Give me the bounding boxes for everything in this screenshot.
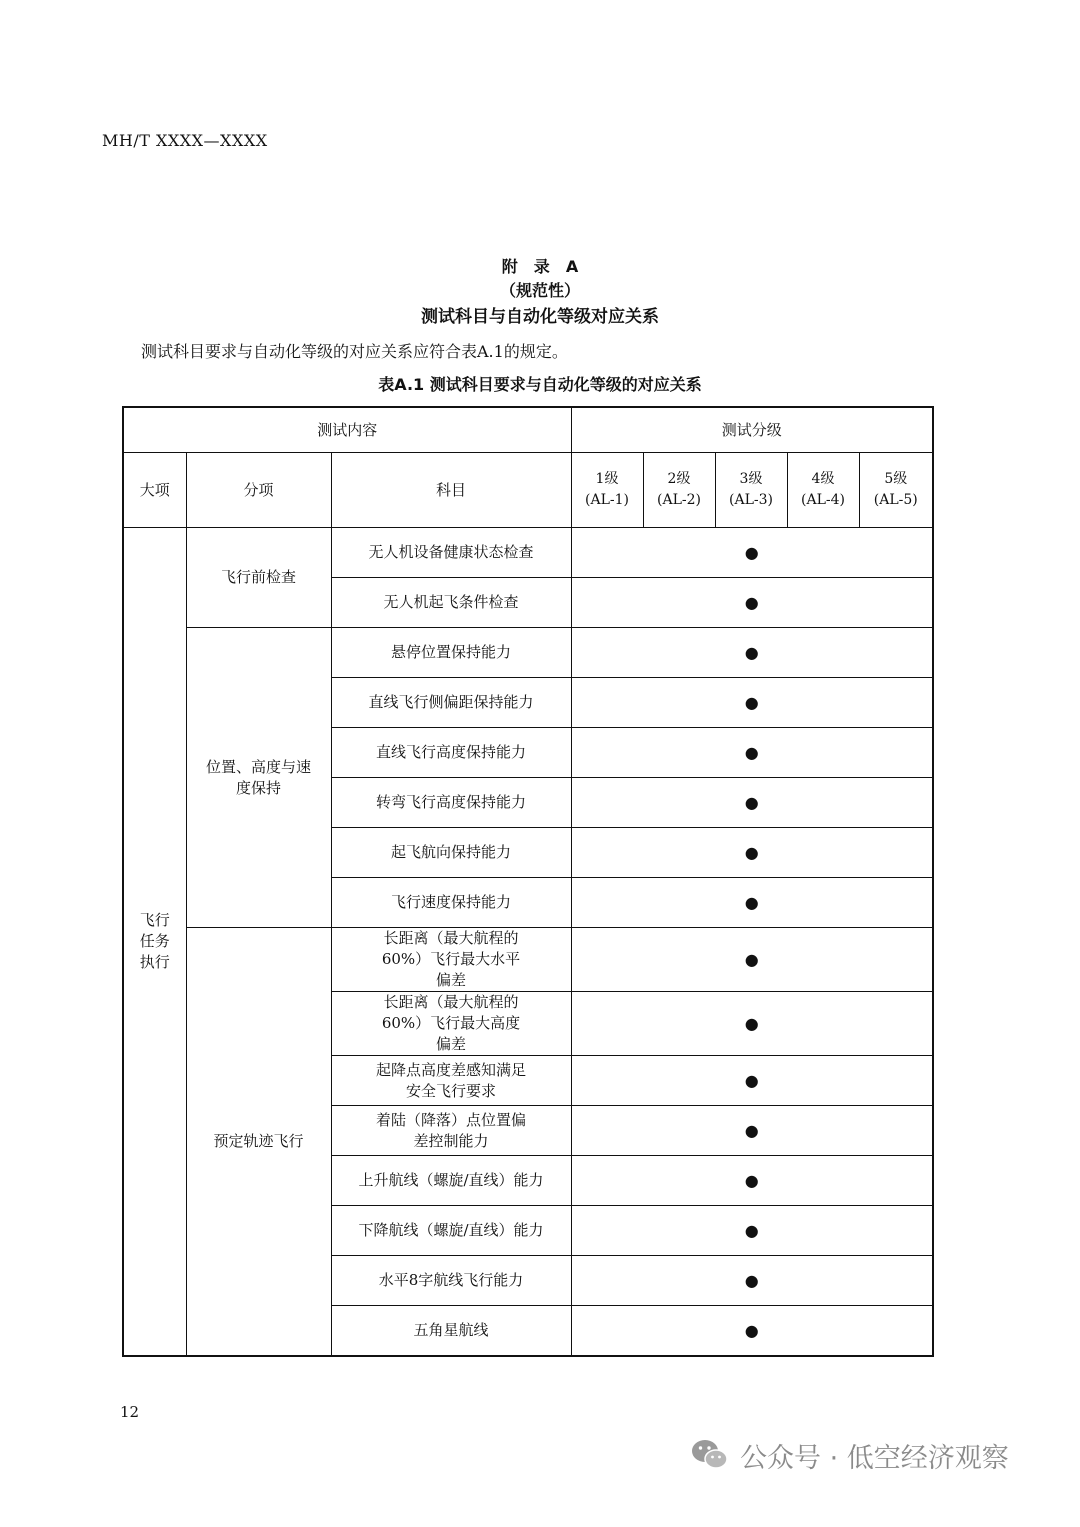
grade-level: 4级	[811, 471, 835, 487]
appendix-title: 测试科目与自动化等级对应关系	[421, 307, 659, 327]
appendix-label-char: 录	[533, 257, 550, 276]
subject-cell: 无人机起飞条件检查	[331, 578, 571, 628]
correspondence-table	[122, 406, 934, 1357]
page-number: 12	[120, 1403, 140, 1421]
grade-level: 3级	[739, 471, 763, 487]
applicable-mark: ●	[571, 992, 933, 1056]
sub-item-label: 位置、高度与速度保持	[205, 757, 311, 797]
sub-item: 预定轨迹飞行	[186, 928, 331, 1357]
wechat-icon	[690, 1438, 730, 1472]
table-row	[123, 928, 933, 992]
grade-header	[643, 453, 715, 528]
subject-cell: 直线飞行侧偏距保持能力	[331, 678, 571, 728]
grade-level: 1级	[595, 471, 619, 487]
major-item	[123, 528, 186, 1357]
header-test-content: 测试内容	[123, 407, 571, 453]
col-sub: 分项	[186, 453, 331, 528]
applicable-mark: ●	[571, 578, 933, 628]
applicable-mark: ●	[571, 728, 933, 778]
standard-code: MH/T XXXX—XXXX	[102, 131, 268, 150]
col-subject: 科目	[331, 453, 571, 528]
applicable-mark: ●	[571, 1056, 933, 1106]
applicable-mark: ●	[571, 628, 933, 678]
subject-cell: 直线飞行高度保持能力	[331, 728, 571, 778]
watermark	[690, 1430, 1009, 1480]
header-row-2	[123, 453, 933, 528]
grade-header	[571, 453, 643, 528]
grade-level: 5级	[884, 471, 908, 487]
table-caption: 表A.1 测试科目要求与自动化等级的对应关系	[378, 375, 702, 394]
applicable-mark: ●	[571, 1206, 933, 1256]
subject-label: 长距离（最大航程的60%）飞行最大水平偏差	[381, 929, 521, 989]
watermark-text: 公众号 · 低空经济观察	[740, 1442, 1009, 1474]
applicable-mark: ●	[571, 1256, 933, 1306]
applicable-mark: ●	[571, 1306, 933, 1357]
appendix-label-char: A	[565, 257, 579, 276]
appendix-normative: （规范性）	[499, 281, 580, 300]
grade-code: (AL-1)	[585, 492, 629, 508]
applicable-mark: ●	[571, 928, 933, 992]
applicable-mark: ●	[571, 1156, 933, 1206]
applicable-mark: ●	[571, 878, 933, 928]
subject-cell: 水平8字航线飞行能力	[331, 1256, 571, 1306]
sub-item: 飞行前检查	[186, 528, 331, 628]
appendix-label	[0, 254, 1080, 277]
subject-cell	[331, 1056, 571, 1106]
grade-code: (AL-2)	[657, 492, 701, 508]
applicable-mark: ●	[571, 528, 933, 578]
major-item-label: 飞行任务执行	[139, 911, 170, 971]
header-test-grade: 测试分级	[571, 407, 933, 453]
intro-paragraph: 测试科目要求与自动化等级的对应关系应符合表A.1的规定。	[141, 342, 568, 361]
applicable-mark: ●	[571, 828, 933, 878]
subject-label: 长距离（最大航程的60%）飞行最大高度偏差	[381, 993, 521, 1053]
table-row	[123, 528, 933, 578]
header-row-1	[123, 407, 933, 453]
subject-cell: 悬停位置保持能力	[331, 628, 571, 678]
subject-cell: 下降航线（螺旋/直线）能力	[331, 1206, 571, 1256]
subject-label: 起降点高度差感知满足安全飞行要求	[376, 1060, 527, 1100]
grade-code: (AL-4)	[801, 492, 845, 508]
subject-cell: 上升航线（螺旋/直线）能力	[331, 1156, 571, 1206]
subject-cell	[331, 992, 571, 1056]
subject-cell	[331, 928, 571, 992]
col-major: 大项	[123, 453, 186, 528]
subject-cell: 起飞航向保持能力	[331, 828, 571, 878]
applicable-mark: ●	[571, 1106, 933, 1156]
grade-header	[859, 453, 933, 528]
grade-header	[787, 453, 859, 528]
grade-code: (AL-5)	[873, 492, 918, 508]
subject-cell: 无人机设备健康状态检查	[331, 528, 571, 578]
appendix-label-char: 附	[501, 257, 518, 276]
subject-label: 着陆（降落）点位置偏差控制能力	[376, 1110, 527, 1150]
subject-cell: 飞行速度保持能力	[331, 878, 571, 928]
subject-cell: 五角星航线	[331, 1306, 571, 1357]
grade-level: 2级	[667, 471, 691, 487]
applicable-mark: ●	[571, 678, 933, 728]
applicable-mark: ●	[571, 778, 933, 828]
table-row	[123, 628, 933, 678]
grade-header	[715, 453, 787, 528]
grade-code: (AL-3)	[729, 492, 773, 508]
sub-item	[186, 628, 331, 928]
subject-cell	[331, 1106, 571, 1156]
subject-cell: 转弯飞行高度保持能力	[331, 778, 571, 828]
